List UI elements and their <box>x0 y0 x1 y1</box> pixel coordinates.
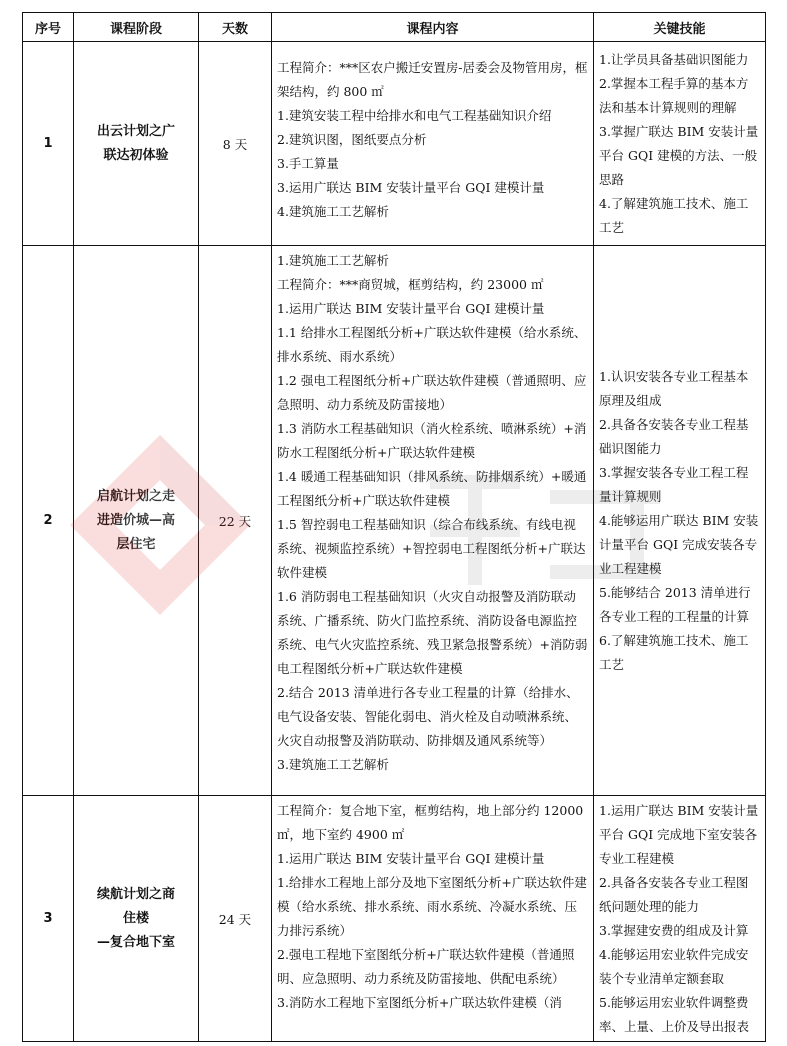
skill-line: 1.让学员具备基础识图能力 <box>599 52 749 67</box>
content-line: 1.建筑安装工程中给排水和电气工程基础知识介绍 <box>277 108 552 123</box>
table-row <box>23 42 766 246</box>
content-line: 1.4 暖通工程基础知识（排风系统、防排烟系统）+暖通工程图纸分析+广联达软件建模 <box>277 469 587 508</box>
skill-line: 1.认识安装各专业工程基本原理及组成 <box>599 369 749 408</box>
skill-line: 6.了解建筑施工技术、施工工艺 <box>599 633 749 672</box>
content-line: 1.5 智控弱电工程基础知识（综合布线系统、有线电视系统、视频监控系统）+智控弱电工程图纸分析+广联达软件建模 <box>277 517 586 580</box>
stage-line: 启航计划之走 <box>96 488 175 504</box>
stage-line: 住楼 <box>122 910 149 926</box>
skill-line: 5.能够结合 2013 清单进行各专业工程的工程量的计算 <box>599 585 751 624</box>
skill-line: 2.具备各安装各专业工程基础识图能力 <box>599 417 749 456</box>
content-line: 2.建筑识图，图纸要点分析 <box>277 132 427 147</box>
stage-line: 进造价城—高 <box>96 512 175 528</box>
content-line: 1.运用广联达 BIM 安装计量平台 GQI 建模计量 <box>277 851 545 866</box>
stage-line: 续航计划之商 <box>96 886 175 902</box>
row-num: 2 <box>23 246 74 796</box>
content-line: 1.运用广联达 BIM 安装计量平台 GQI 建模计量 <box>277 301 545 316</box>
row-skills <box>594 246 766 796</box>
stage-line: —复合地下室 <box>96 934 175 950</box>
header-days: 天数 <box>199 13 272 42</box>
skill-line: 4.能够运用宏业软件完成安装个专业清单定额套取 <box>599 947 749 986</box>
content-line: 1.1 给排水工程图纸分析+广联达软件建模（给水系统、排水系统、雨水系统） <box>277 325 587 364</box>
content-line: 3.手工算量 <box>277 156 339 171</box>
header-stage: 课程阶段 <box>74 13 199 42</box>
skill-line: 4.了解建筑施工技术、施工工艺 <box>599 196 749 235</box>
content-line: 1.3 消防水工程基础知识（消火栓系统、喷淋系统）+消防水工程图纸分析+广联达软件建模 <box>277 421 587 460</box>
stage-line: 出云计划之广 <box>96 123 175 139</box>
skill-line: 2.具备各安装各专业工程图纸问题处理的能力 <box>599 875 749 914</box>
header-skills: 关键技能 <box>594 13 766 42</box>
skill-line: 3.掌握安装各专业工程工程量计算规则 <box>599 465 749 504</box>
content-line: 3.运用广联达 BIM 安装计量平台 GQI 建模计量 <box>277 180 545 195</box>
skill-line: 2.掌握本工程手算的基本方法和基本计算规则的理解 <box>599 76 749 115</box>
course-table-page <box>22 12 765 1042</box>
row-stage <box>74 42 199 246</box>
skill-line: 3.掌握建安费的组成及计算 <box>599 923 749 938</box>
content-line: 1.2 强电工程图纸分析+广联达软件建模（普通照明、应急照明、动力系统及防雷接地） <box>277 373 587 412</box>
row-num: 1 <box>23 42 74 246</box>
table-row <box>23 796 766 1042</box>
stage-line: 层住宅 <box>116 536 156 552</box>
content-line: 1.建筑施工工艺解析 <box>277 253 389 268</box>
table-row <box>23 246 766 796</box>
skill-line: 4.能够运用广联达 BIM 安装计量平台 GQI 完成安装各专业工程建模 <box>599 513 759 576</box>
course-table <box>22 12 766 1042</box>
row-stage <box>74 796 199 1042</box>
content-line: 1.6 消防弱电工程基础知识（火灾自动报警及消防联动系统、广播系统、防火门监控系统、消防设备电源监控系统、电气火灾监控系统、残卫紧急报警系统）+消防弱电工程图纸分析+广联达软件建模 <box>277 589 588 676</box>
skill-line: 1.运用广联达 BIM 安装计量平台 GQI 完成地下室安装各专业工程建模 <box>599 803 759 866</box>
content-line: 工程简介：复合地下室，框剪结构，地上部分约 12000 ㎡，地下室约 4900 ㎡ <box>277 803 584 842</box>
row-content <box>272 42 594 246</box>
content-line: 4.建筑施工工艺解析 <box>277 204 389 219</box>
row-content <box>272 246 594 796</box>
content-line: 工程简介：***区农户搬迁安置房-居委会及物管用房，框架结构，约 800 ㎡ <box>277 60 588 99</box>
row-days: 8 天 <box>199 42 272 246</box>
content-line: 2.结合 2013 清单进行各专业工程量的计算（给排水、电气设备安装、智能化弱电、消火栓及自动喷淋系统、火灾自动报警及消防联动、防排烟及通风系统等） <box>277 685 579 748</box>
header-content: 课程内容 <box>272 13 594 42</box>
stage-line: 联达初体验 <box>103 147 169 163</box>
content-line: 工程简介：***商贸城，框剪结构，约 23000 ㎡ <box>277 277 544 292</box>
content-line: 1.给排水工程地上部分及地下室图纸分析+广联达软件建模（给水系统、排水系统、雨水系统、冷凝水系统、压力排污系统） <box>277 875 587 938</box>
skill-line: 3.掌握广联达 BIM 安装计量平台 GQI 建模的方法、一般思路 <box>599 124 759 187</box>
row-skills <box>594 796 766 1042</box>
content-line: 2.强电工程地下室图纸分析+广联达软件建模（普通照明、应急照明、动力系统及防雷接地、供配电系统） <box>277 947 575 986</box>
row-days: 22 天 <box>199 246 272 796</box>
content-line: 3.建筑施工工艺解析 <box>277 757 389 772</box>
content-line: 3.消防水工程地下室图纸分析+广联达软件建模（消 <box>277 995 562 1010</box>
row-days: 24 天 <box>199 796 272 1042</box>
skill-line: 5.能够运用宏业软件调整费率、上量、上价及导出报表 <box>599 995 750 1034</box>
row-content <box>272 796 594 1042</box>
row-num: 3 <box>23 796 74 1042</box>
header-row <box>23 13 766 42</box>
row-stage <box>74 246 199 796</box>
header-num: 序号 <box>23 13 74 42</box>
row-skills <box>594 42 766 246</box>
